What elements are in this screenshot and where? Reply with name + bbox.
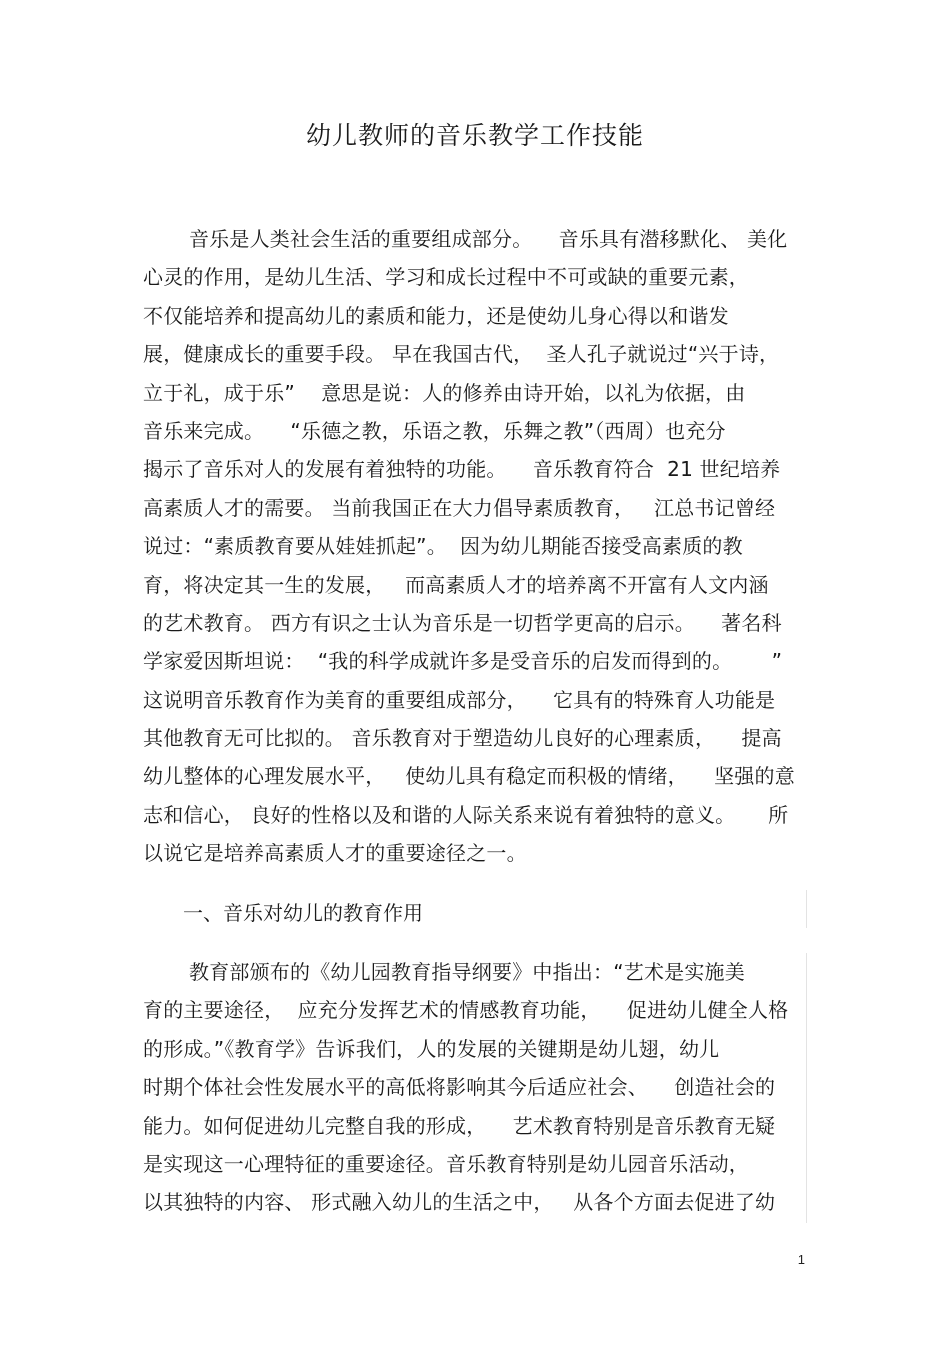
page-number: 1	[797, 1252, 805, 1267]
paragraph-line: 不仅能培养和提高幼儿的素质和能力，还是使幼儿身心得以和谐发	[143, 303, 729, 328]
paragraph-line: 的形成。”《教育学》告诉我们，人的发展的关键期是幼儿翅，幼儿	[143, 1036, 720, 1061]
paragraph-line: 能力。如何促进幼儿完整自我的形成， 艺术教育特别是音乐教育无疑	[143, 1113, 776, 1138]
paragraph-line: 立于礼，成于乐” 意思是说：人的修养由诗开始，以礼为依据，由	[143, 380, 746, 405]
paragraph-line: 揭示了音乐对人的发展有着独特的功能。 音乐教育符合 21 世纪培养	[143, 457, 781, 482]
paragraph-line: 学家爱因斯坦说： “我的科学成就许多是受音乐的启发而得到的。 ”	[143, 649, 783, 674]
paragraph-line: 展，健康成长的重要手段。 早在我国古代， 圣人孔子就说过“兴于诗，	[143, 342, 780, 367]
paragraph-line: 育，将决定其一生的发展， 而高素质人才的培养离不开富有人文内涵	[143, 572, 769, 597]
paragraph-line: 幼儿整体的心理发展水平， 使幼儿具有稳定而积极的情绪， 坚强的意	[143, 764, 795, 789]
paragraph-line: 其他教育无可比拟的。 音乐教育对于塑造幼儿良好的心理素质， 提高	[143, 726, 782, 751]
column-edge-rule	[806, 953, 807, 1223]
paragraph-line: 以说它是培养高素质人才的重要途径之一。	[143, 841, 527, 866]
paragraph-line: 高素质人才的需要。 当前我国正在大力倡导素质教育， 江总书记曾经	[143, 495, 776, 520]
paragraph-line: 心灵的作用，是幼儿生活、学习和成长过程中不可或缺的重要元素，	[143, 265, 749, 290]
paragraph-line: 志和信心， 良好的性格以及和谐的人际关系来说有着独特的意义。 所	[143, 802, 789, 827]
paragraph-line: 育的主要途径， 应充分发挥艺术的情感教育功能， 促进幼儿健全人格	[143, 998, 789, 1023]
paragraph-line: 是实现这一心理特征的重要途径。音乐教育特别是幼儿园音乐活动，	[143, 1151, 749, 1176]
paragraph-intro	[143, 220, 815, 873]
paragraph-education-role	[143, 953, 815, 1222]
column-edge-rule	[806, 890, 807, 928]
section-heading: 一、音乐对幼儿的教育作用	[183, 901, 423, 925]
paragraph-line: 音乐是人类社会生活的重要组成部分。 音乐具有潜移默化、 美化	[189, 227, 788, 251]
paragraph-line: 音乐来完成。 “乐德之教，乐语之教，乐舞之教”（西周）也充分	[143, 418, 726, 443]
document-title: 幼儿教师的音乐教学工作技能	[305, 121, 644, 150]
paragraph-line: 以其独特的内容、 形式融入幼儿的生活之中， 从各个方面去促进了幼	[143, 1190, 776, 1215]
paragraph-line: 教育部颁布的《幼儿园教育指导纲要》中指出：“艺术是实施美	[189, 960, 745, 984]
paragraph-line: 这说明音乐教育作为美育的重要组成部分， 它具有的特殊育人功能是	[143, 687, 776, 712]
paragraph-line: 的艺术教育。 西方有识之士认为音乐是一切哲学更高的启示。 著名科	[143, 610, 782, 635]
paragraph-line: 时期个体社会性发展水平的高低将影响其今后适应社会、 创造社会的	[143, 1075, 776, 1100]
paragraph-line: 说过：“素质教育要从娃娃抓起”。 因为幼儿期能否接受高素质的教	[143, 534, 743, 559]
